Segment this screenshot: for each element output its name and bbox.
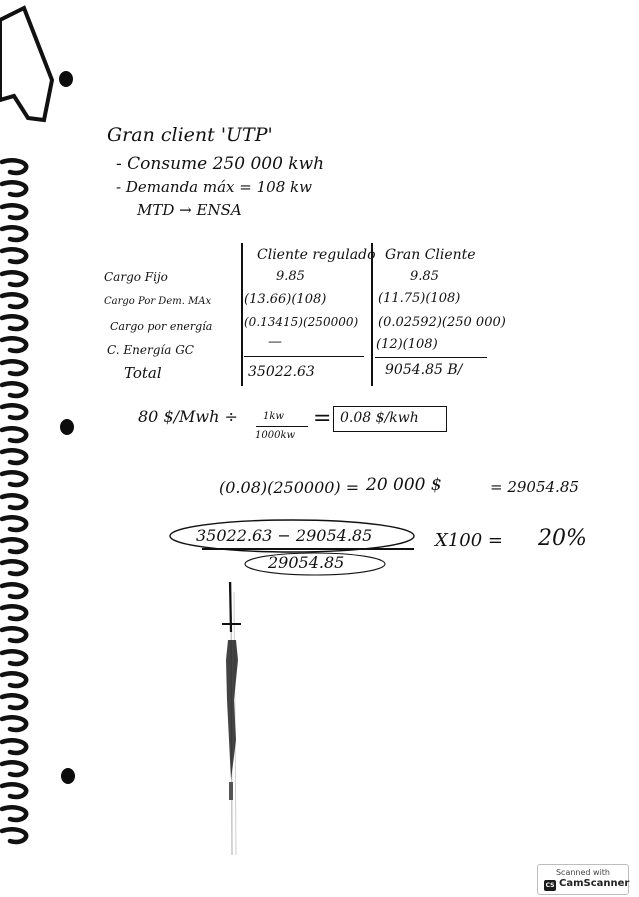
- cell-gc-gran: (12)(108): [376, 337, 438, 352]
- conversion-lhs: 80 $/Mwh ÷: [138, 407, 238, 426]
- cell-fixed-regulado: 9.85: [276, 269, 305, 284]
- cell-gc-regulado: —: [268, 334, 282, 350]
- cell-energy-regulado: (0.13415)(250000): [244, 315, 359, 329]
- cell-fixed-gran: 9.85: [410, 269, 439, 284]
- row-label-total: Total: [124, 364, 162, 382]
- camscanner-brand: CamScanner: [559, 878, 630, 889]
- row-label-fixed-charge: Cargo Fijo: [104, 270, 168, 284]
- conversion-equals: =: [313, 406, 332, 431]
- row-label-energy-charge: Cargo por energía: [110, 320, 213, 333]
- percent-times: X100 =: [435, 530, 503, 551]
- note-line-max-demand: - Demanda máx = 108 kw: [116, 178, 312, 196]
- conversion-fraction-denominator: 1000kw: [255, 430, 296, 441]
- conversion-result: 0.08 $/kwh: [340, 410, 419, 426]
- cell-demand-regulado: (13.66)(108): [244, 292, 327, 307]
- cell-energy-gran: (0.02592)(250 000): [378, 315, 506, 330]
- scanner-badge: [537, 864, 629, 895]
- column-header-gran: Gran Cliente: [385, 247, 476, 263]
- energy-calc-lhs: (0.08)(250000) =: [219, 478, 360, 497]
- column-header-regulado: Cliente regulado: [257, 247, 376, 263]
- note-line-consumption: - Consume 250 000 kwh: [116, 154, 325, 174]
- percent-denominator: 29054.85: [268, 553, 345, 572]
- cell-total-gran: 9054.85 B/: [385, 362, 463, 378]
- conversion-fraction-numerator: 1kw: [263, 411, 284, 422]
- cell-demand-gran: (11.75)(108): [378, 291, 461, 306]
- percent-result: 20%: [538, 526, 587, 551]
- note-title: Gran client 'UTP': [107, 124, 273, 146]
- row-label-gc-energy: C. Energía GC: [107, 343, 194, 357]
- row-label-demand-charge: Cargo Por Dem. MAx: [104, 296, 212, 307]
- note-line-distributor: MTD → ENSA: [137, 201, 242, 219]
- energy-calc-result: 20 000 $: [366, 475, 442, 495]
- camscanner-icon: CS: [545, 882, 555, 889]
- cell-total-regulado: 35022.63: [248, 364, 315, 380]
- energy-calc-extra: = 29054.85: [490, 478, 579, 496]
- scanned-with-label: Scanned with: [555, 868, 611, 877]
- percent-numerator: 35022.63 − 29054.85: [196, 526, 373, 545]
